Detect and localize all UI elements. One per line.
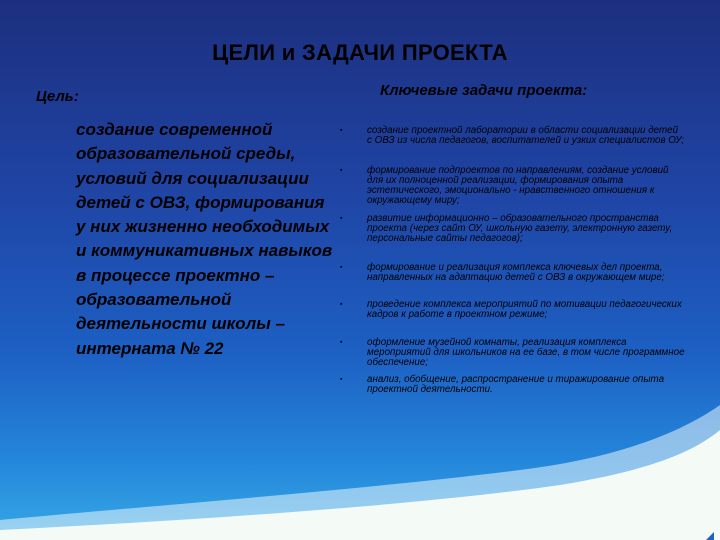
task-text: формирование подпроектов по направлениям, создание условий для их полноценной реализации, формирования опыта эстетического, эмоционально - нравственного отношения к окружающему миру; xyxy=(367,165,669,206)
bullet-icon: ▪ xyxy=(340,167,343,174)
corner-marker-icon xyxy=(706,532,714,540)
task-item xyxy=(340,338,685,368)
tasks-label: Ключевые задачи проекта: xyxy=(380,82,588,99)
task-item xyxy=(340,300,685,320)
goal-text: создание современной образовательной среды, условий для социализации детей с ОВЗ, формирования у них жизненно необходимых и коммуникативных навыков в процессе проектно – образовательной деятельности школы – интерната № 22 xyxy=(76,120,333,358)
slide-title: ЦЕЛИ и ЗАДАЧИ ПРОЕКТА xyxy=(212,40,508,65)
bullet-icon: ▪ xyxy=(340,264,343,271)
goal-label: Цель: xyxy=(36,88,79,105)
bullet-icon: ▪ xyxy=(340,215,343,222)
task-item xyxy=(340,166,685,206)
task-text: анализ, обобщение, распространение и тиражирование опыта проектной деятельности. xyxy=(367,374,665,395)
task-text: формирование и реализация комплекса ключевых дел проекта, направленных на адаптацию детей с ОВЗ в окружающем мире; xyxy=(367,262,665,283)
bullet-icon: ▪ xyxy=(340,339,343,346)
task-item xyxy=(340,214,685,244)
task-item xyxy=(340,126,685,146)
task-text: оформление музейной комнаты, реализация комплекса мероприятий для школьников на ее базе, в том числе программное обеспечение; xyxy=(367,337,685,368)
task-text: создание проектной лаборатории в области социализации детей с ОВЗ из числа педагогов, воспитателей и узких специалистов ОУ; xyxy=(367,125,685,146)
task-text: развитие информационно – образовательного пространства проекта (через сайт ОУ, школьную газету, электронную газету, персональные сайты педагогов); xyxy=(367,213,673,244)
task-item xyxy=(340,375,685,395)
bullet-icon: ▪ xyxy=(340,301,343,308)
task-item xyxy=(340,263,685,283)
task-text: проведение комплекса мероприятий по мотивации педагогических кадров к работе в проектном режиме; xyxy=(367,299,682,320)
bullet-icon: ▪ xyxy=(340,127,343,134)
bullet-icon: ▪ xyxy=(340,376,343,383)
